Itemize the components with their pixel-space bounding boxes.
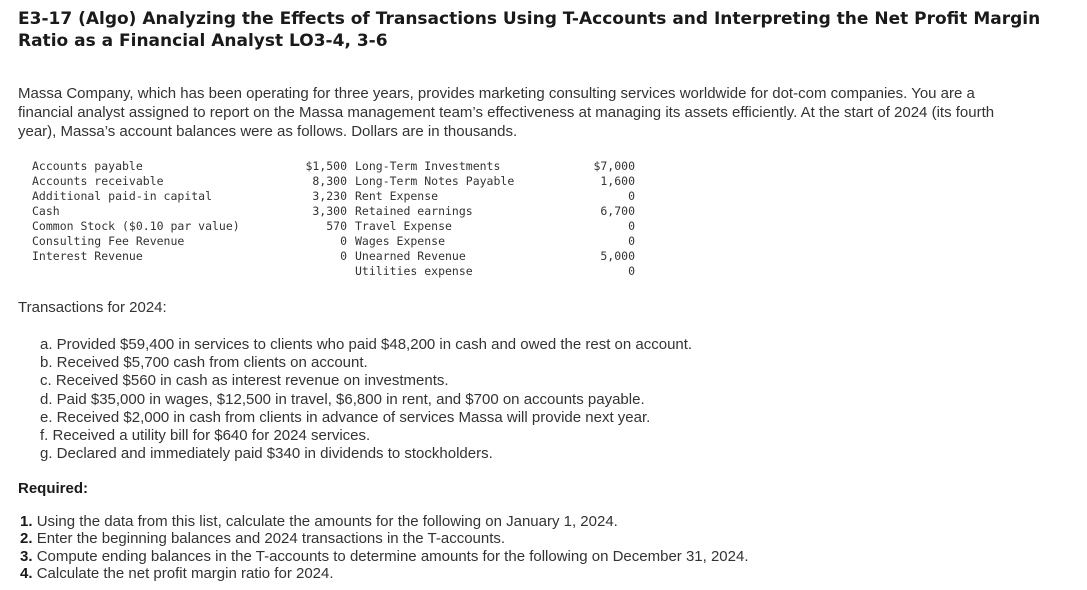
account-name [32, 264, 302, 279]
account-amount: 1,600 [600, 174, 635, 188]
account-name: Additional paid-in capital [32, 189, 213, 203]
balance-row [32, 189, 635, 204]
account-amount: $7,000 [593, 159, 635, 173]
required-item [20, 548, 1020, 565]
account-name: Common Stock ($0.10 par value) [32, 219, 240, 233]
required-item [20, 513, 1020, 530]
account-amount [302, 264, 355, 279]
account-name: Long-Term Notes Payable [355, 174, 515, 188]
account-amount: 6,700 [600, 204, 635, 218]
required-item-number: 2. [20, 530, 33, 548]
required-item-number: 1. [20, 513, 33, 530]
account-name: Consulting Fee Revenue [32, 234, 185, 248]
account-name: Retained earnings [355, 204, 473, 218]
account-name: Travel Expense [355, 219, 452, 233]
account-name: Long-Term Investments [355, 159, 501, 173]
balance-row [32, 249, 635, 264]
account-amount: 0 [340, 234, 347, 248]
balance-row [32, 159, 635, 174]
account-name: Accounts payable [32, 159, 143, 173]
required-item-text: Using the data from this list, calculate the amounts for the following on January 1, 2024. [36, 513, 618, 530]
transaction-item: g. Declared and immediately paid $340 in dividends to stockholders. [40, 445, 493, 463]
balance-row [32, 174, 635, 189]
required-list [20, 513, 1020, 582]
transaction-item: c. Received $560 in cash as interest revenue on investments. [40, 372, 449, 390]
account-amount: 0 [628, 219, 635, 233]
required-item [20, 565, 1020, 582]
transaction-item: e. Received $2,000 in cash from clients in advance of services Massa will provide next year. [40, 408, 651, 426]
account-amount: 0 [628, 189, 635, 203]
account-name: Utilities expense [355, 264, 473, 278]
account-name: Rent Expense [355, 189, 439, 203]
account-name: Unearned Revenue [355, 249, 466, 263]
problem-title: E3-17 (Algo) Analyzing the Effects of Transactions Using T-Accounts and Interpreting the Net Profit Margin Ratio as a Financial Analyst LO3-4, 3-6 [18, 9, 1041, 51]
required-item-text: Calculate the net profit margin ratio for 2024. [36, 564, 334, 582]
account-amount: 5,000 [600, 249, 635, 263]
account-amount: 0 [340, 249, 347, 263]
problem-intro: Massa Company, which has been operating for three years, provides marketing consulting services worldwide for dot-com companies. You are a financial analyst assigned to report on the Massa management team’s effectiveness at managing its assets efficiently. At the start of 2024 (its fourth year), Massa’s account balances were as follows. Dollars are in thousands. [18, 85, 995, 140]
required-item-text: Compute ending balances in the T-accounts to determine amounts for the following on December 31, 2024. [36, 547, 749, 565]
required-item-number: 3. [20, 547, 33, 565]
transaction-item: d. Paid $35,000 in wages, $12,500 in travel, $6,800 in rent, and $700 on accounts payable. [40, 390, 645, 408]
balance-row [32, 204, 635, 219]
account-name: Accounts receivable [32, 174, 164, 188]
transaction-item: a. Provided $59,400 in services to clients who paid $48,200 in cash and owed the rest on account. [40, 336, 693, 353]
account-name: Interest Revenue [32, 249, 143, 263]
transactions-list [40, 336, 1040, 463]
balance-row [32, 264, 635, 279]
account-amount: 8,300 [312, 174, 347, 188]
required-item [20, 530, 1020, 547]
account-amount: 0 [628, 234, 635, 248]
account-name: Cash [32, 204, 60, 218]
account-amount: 0 [628, 264, 635, 278]
balance-row [32, 234, 635, 249]
transaction-item: f. Received a utility bill for $640 for 2024 services. [40, 427, 371, 445]
transaction-item: b. Received $5,700 cash from clients on account. [40, 354, 368, 372]
account-amount: 570 [326, 219, 347, 233]
required-item-text: Enter the beginning balances and 2024 transactions in the T-accounts. [36, 530, 506, 548]
balance-row [32, 219, 635, 234]
account-balances-table [32, 159, 635, 279]
account-amount: $1,500 [305, 159, 347, 173]
account-amount: 3,230 [312, 189, 347, 203]
required-heading: Required: [18, 480, 89, 497]
transactions-heading: Transactions for 2024: [18, 299, 167, 316]
required-item-number: 4. [20, 564, 33, 582]
account-amount: 3,300 [312, 204, 347, 218]
account-name: Wages Expense [355, 234, 446, 248]
